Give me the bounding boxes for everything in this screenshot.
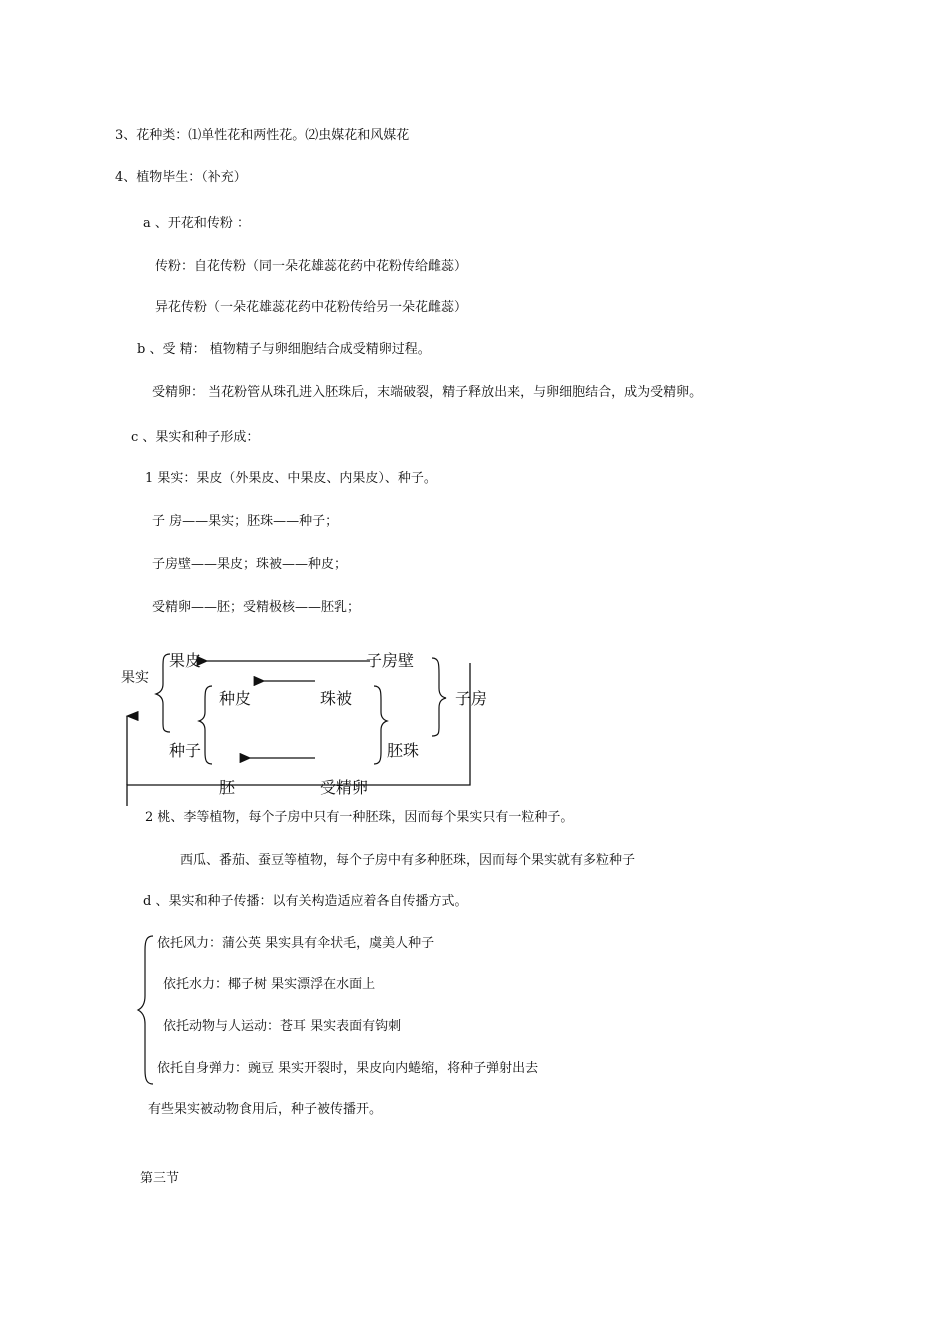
c2-line: 2 桃、李等植物，每个子房中只有一种胚珠，因而每个果实只有一粒种子。 xyxy=(145,810,574,825)
mapping-line-3: 受精卵——胚；受精极核——胚乳； xyxy=(152,600,361,615)
plant-life-heading: 4、植物毕生：（补充） xyxy=(115,170,247,185)
diagram-label-pericarp: 果皮 xyxy=(169,651,202,670)
mapping-line-1: 子 房——果实；胚珠——种子； xyxy=(152,514,339,529)
dispersal-water-line: 依托水力：椰子树 果实漂浮在水面上 xyxy=(163,977,376,992)
dispersal-animal-line: 依托动物与人运动：苍耳 果实表面有钩刺 xyxy=(163,1019,402,1034)
a-heading: a 、开花和传粉 ： xyxy=(143,216,251,231)
diagram-label-integument: 珠被 xyxy=(320,689,353,708)
self-pollination-line: 传粉：自花传粉（同一朵花雄蕊花药中花粉传给雌蕊） xyxy=(155,259,468,274)
diagram-label-zygote: 受精卵 xyxy=(320,778,369,797)
dispersal-wind-line: 依托风力：蒲公英 果实具有伞状毛，虞美人种子 xyxy=(157,936,435,951)
brace-ovule-parts xyxy=(374,686,387,764)
section-three-heading: 第三节 xyxy=(140,1171,180,1186)
b-heading: b 、受 精： 植物精子与卵细胞结合成受精卵过程。 xyxy=(137,342,431,357)
diagram-label-ovule: 胚珠 xyxy=(387,741,420,760)
diagram-label-ovary: 子房 xyxy=(455,689,488,708)
diagram-label-embryo: 胚 xyxy=(219,778,236,797)
cross-pollination-line: 异花传粉（一朵花雄蕊花药中花粉传给另一朵花雌蕊） xyxy=(155,300,468,315)
flower-types-line: 3、花种类：⑴单性花和两性花。⑵虫媒花和风媒花 xyxy=(115,128,410,143)
dispersal-eaten-line: 有些果实被动物食用后，种子被传播开。 xyxy=(148,1102,383,1117)
loop-line-ovary-to-fruit xyxy=(127,663,470,806)
c-heading: c 、果实和种子形成： xyxy=(131,430,260,445)
c1-line: 1 果实：果皮（外果皮、中果皮、内果皮）、种子。 xyxy=(145,471,437,486)
diagram-label-fruit: 果实 xyxy=(121,670,149,686)
brace-dispersal-list xyxy=(135,930,159,1090)
brace-ovary-parts xyxy=(432,658,446,736)
diagram-label-seed-coat: 种皮 xyxy=(219,689,252,708)
d-heading: d 、果实和种子传播：以有关构造适应着各自传播方式。 xyxy=(143,894,468,909)
dispersal-self-line: 依托自身弹力：豌豆 果实开裂时，果皮向内蜷缩，将种子弹射出去 xyxy=(157,1061,539,1076)
c2b-line: 西瓜、番茄、蚕豆等植物，每个子房中有多种胚珠，因而每个果实就有多粒种子 xyxy=(180,853,636,868)
diagram-label-ovary-wall: 子房壁 xyxy=(366,651,415,670)
mapping-line-2: 子房壁——果皮；珠被——种皮； xyxy=(152,557,348,572)
brace-fruit-parts xyxy=(156,654,170,732)
fertilized-egg-line: 受精卵： 当花粉管从珠孔进入胚珠后，末端破裂，精子释放出来，与卵细胞结合，成为受精卵。 xyxy=(152,385,703,400)
diagram-label-seed: 种子 xyxy=(169,741,202,760)
